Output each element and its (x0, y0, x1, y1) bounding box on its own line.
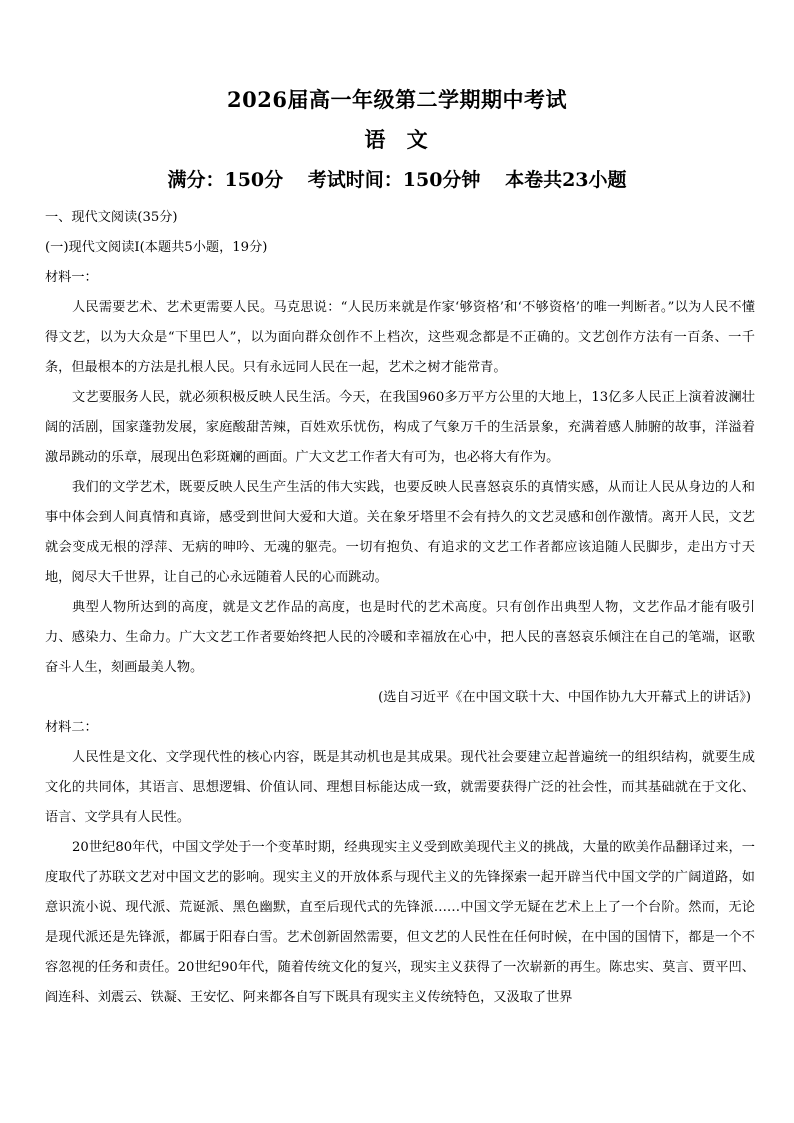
material-two-label: 材料二： (45, 720, 98, 735)
exam-content (45, 203, 755, 1013)
exam-title: 2026届高一年级第二学期期中考试 (227, 87, 567, 112)
exam-subject: 语 文 (364, 127, 430, 152)
section-heading: 一、现代文阅读(35分) (45, 210, 178, 225)
score-info: 满分：150分 (167, 169, 284, 191)
material-one-paragraph: 典型人物所达到的高度，就是文艺作品的高度，也是时代的艺术高度。只有创作出典型人物，文艺作品才能有吸引力、感染力、生命力。广大文艺工作者要始终把人民的冷暖和幸福放在心中，把人民的喜怒哀乐倾注在自己的笔端，讴歌奋斗人生，刻画最美人物。 (45, 600, 755, 675)
exam-meta (0, 165, 794, 192)
sub-section-heading: (一)现代文阅读I(本题共5小题，19分) (45, 240, 268, 255)
material-one-source: (选自习近平《在中国文联十大、中国作协九大开幕式上的讲话》) (378, 690, 751, 705)
material-two-paragraph: 人民性是文化、文学现代性的核心内容，既是其动机也是其成果。现代社会要建立起普遍统一的组织结构，就要生成文化的共同体，其语言、思想逻辑、价值认同、理想目标能达成一致，就需要获得广泛的社会性，而其基础就在于文化、语言、文学具有人民性。 (45, 750, 755, 825)
question-count-info: 本卷共23小题 (505, 169, 627, 191)
material-one-label: 材料一： (45, 270, 98, 285)
material-one-paragraph: 人民需要艺术、艺术更需要人民。马克思说：“人民历来就是作家‘够资格’和‘不够资格’的唯一判断者。”以为人民不懂得文艺，以为大众是“下里巴人”，以为面向群众创作不上档次，这些观念都是不正确的。文艺创作方法有一百条、一千条，但最根本的方法是扎根人民。只有永远同人民在一起，艺术之树才能常青。 (45, 300, 755, 375)
material-one-paragraph: 我们的文学艺术，既要反映人民生产生活的伟大实践，也要反映人民喜怒哀乐的真情实感，从而让人民从身边的人和事中体会到人间真情和真谛，感受到世间大爱和大道。关在象牙塔里不会有持久的文艺灵感和创作激情。离开人民，文艺就会变成无根的浮萍、无病的呻吟、无魂的躯壳。一切有抱负、有追求的文艺工作者都应该追随人民脚步，走出方寸天地，阅尽大千世界，让自己的心永远随着人民的心而跳动。 (45, 480, 755, 585)
time-info: 考试时间：150分钟 (307, 169, 481, 191)
material-two-paragraph: 20世纪80年代，中国文学处于一个变革时期，经典现实主义受到欧美现代主义的挑战，大量的欧美作品翻译过来，一度取代了苏联文艺对中国文艺的影响。现实主义的开放体系与现代主义的先锋探索一起开辟当代中国文学的广阔道路，如意识流小说、现代派、荒诞派、黑色幽默，直至后现代式的先锋派……中国文学无疑在艺术上上了一个台阶。然而，无论是现代派还是先锋派，都属于阳春白雪。艺术创新固然需要，但文艺的人民性在任何时候，在中国的国情下，都是一个不容忽视的任务和责任。20世纪90年代，随着传统文化的复兴，现实主义获得了一次崭新的再生。陈忠实、莫言、贾平凹、阎连科、刘震云、铁凝、王安忆、阿来都各自写下既具有现实主义传统特色，又汲取了世界 (45, 840, 755, 1005)
material-one-paragraph: 文艺要服务人民，就必须积极反映人民生活。今天，在我国960多万平方公里的大地上，13亿多人民正上演着波澜壮阔的活剧，国家蓬勃发展，家庭酸甜苦辣，百姓欢乐忧伤，构成了气象万千的生活景象，充满着感人肺腑的故事，洋溢着激昂跳动的乐章，展现出色彩斑斓的画面。广大文艺工作者大有可为，也必将大有作为。 (45, 390, 755, 465)
